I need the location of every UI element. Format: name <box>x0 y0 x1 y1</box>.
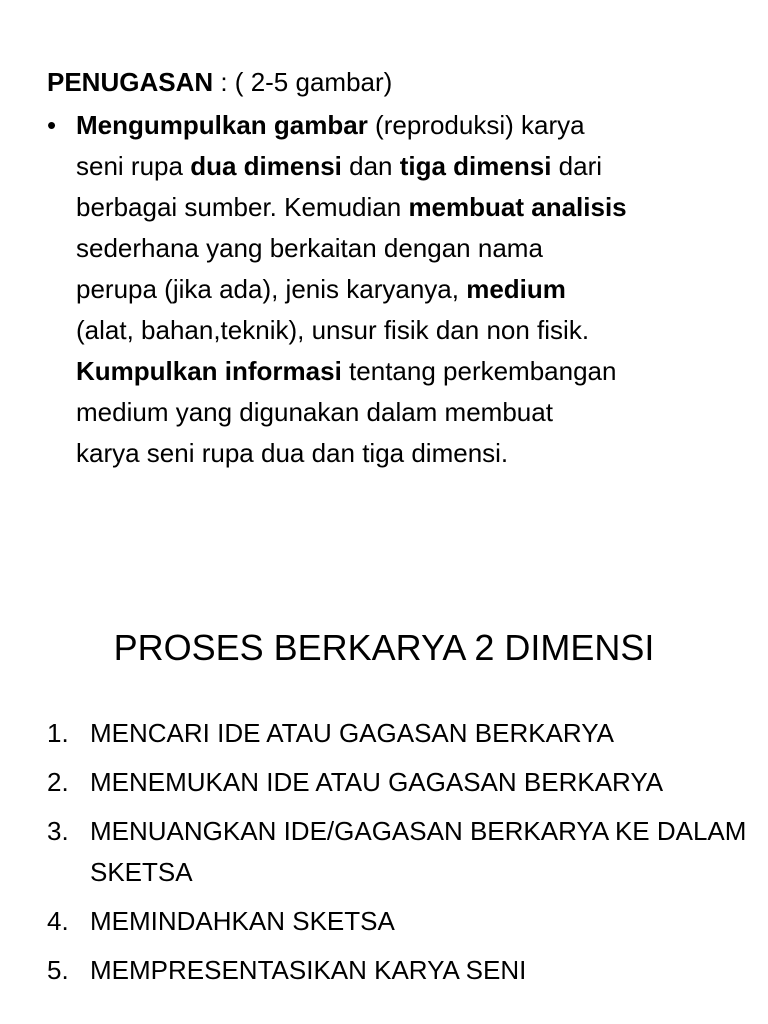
step-number: 4. <box>47 906 69 936</box>
process-step <box>47 950 747 991</box>
step-text: MENCARI IDE ATAU GAGASAN BERKARYA <box>90 718 614 748</box>
paragraph-line <box>76 146 737 187</box>
process-step <box>47 811 747 893</box>
text-run: dan <box>341 151 400 181</box>
text-run: seni rupa <box>76 151 191 181</box>
assignment-bullet <box>47 105 737 474</box>
text-run: berbagai sumber. Kemudian <box>76 192 409 222</box>
text-run: perupa (jika ada), jenis karyanya, <box>76 274 467 304</box>
process-steps-list <box>47 713 747 999</box>
assignment-label: PENUGASAN <box>47 67 214 97</box>
step-text: MENEMUKAN IDE ATAU GAGASAN BERKARYA <box>90 767 664 797</box>
bold-text-run: dua dimensi <box>190 151 342 181</box>
process-step <box>47 901 747 942</box>
paragraph-line <box>76 187 737 228</box>
bold-text-run: tiga dimensi <box>399 151 552 181</box>
bold-text-run: membuat analisis <box>408 192 627 222</box>
bold-text-run: Mengumpulkan gambar <box>76 110 368 140</box>
step-number: 2. <box>47 767 69 797</box>
process-step <box>47 713 747 754</box>
step-number: 1. <box>47 718 69 748</box>
bold-text-run: medium <box>466 274 566 304</box>
bullet-icon: • <box>47 110 57 140</box>
step-number: 3. <box>47 816 69 846</box>
process-step <box>47 762 747 803</box>
text-run: dari <box>551 151 602 181</box>
paragraph-line <box>76 351 737 392</box>
process-title: PROSES BERKARYA 2 DIMENSI <box>113 627 655 668</box>
step-text: MEMPRESENTASIKAN KARYA SENI <box>90 955 527 985</box>
paragraph-line <box>76 392 737 433</box>
text-run: sederhana yang berkaitan dengan nama <box>76 233 543 263</box>
assignment-heading <box>47 62 737 102</box>
paragraph-line <box>76 433 737 474</box>
step-number: 5. <box>47 955 69 985</box>
paragraph-line <box>76 310 737 351</box>
text-run: (alat, bahan,teknik), unsur fisik dan non fisik. <box>76 315 590 345</box>
text-run: (reproduksi) karya <box>367 110 585 140</box>
text-run: karya seni rupa dua dan tiga dimensi. <box>76 438 509 468</box>
paragraph-line <box>76 269 737 310</box>
text-run: tentang perkembangan <box>341 356 617 386</box>
assignment-label-suffix: : ( 2-5 gambar) <box>213 67 393 97</box>
assignment-bullet-text <box>76 105 737 474</box>
step-text: MENUANGKAN IDE/GAGASAN BERKARYA KE DALAM SKETSA <box>90 816 747 887</box>
bold-text-run: Kumpulkan informasi <box>76 356 342 386</box>
assignment-section <box>47 62 737 474</box>
step-text: MEMINDAHKAN SKETSA <box>90 906 395 936</box>
text-run: medium yang digunakan dalam membuat <box>76 397 553 427</box>
paragraph-line <box>76 228 737 269</box>
paragraph-line <box>76 105 737 146</box>
